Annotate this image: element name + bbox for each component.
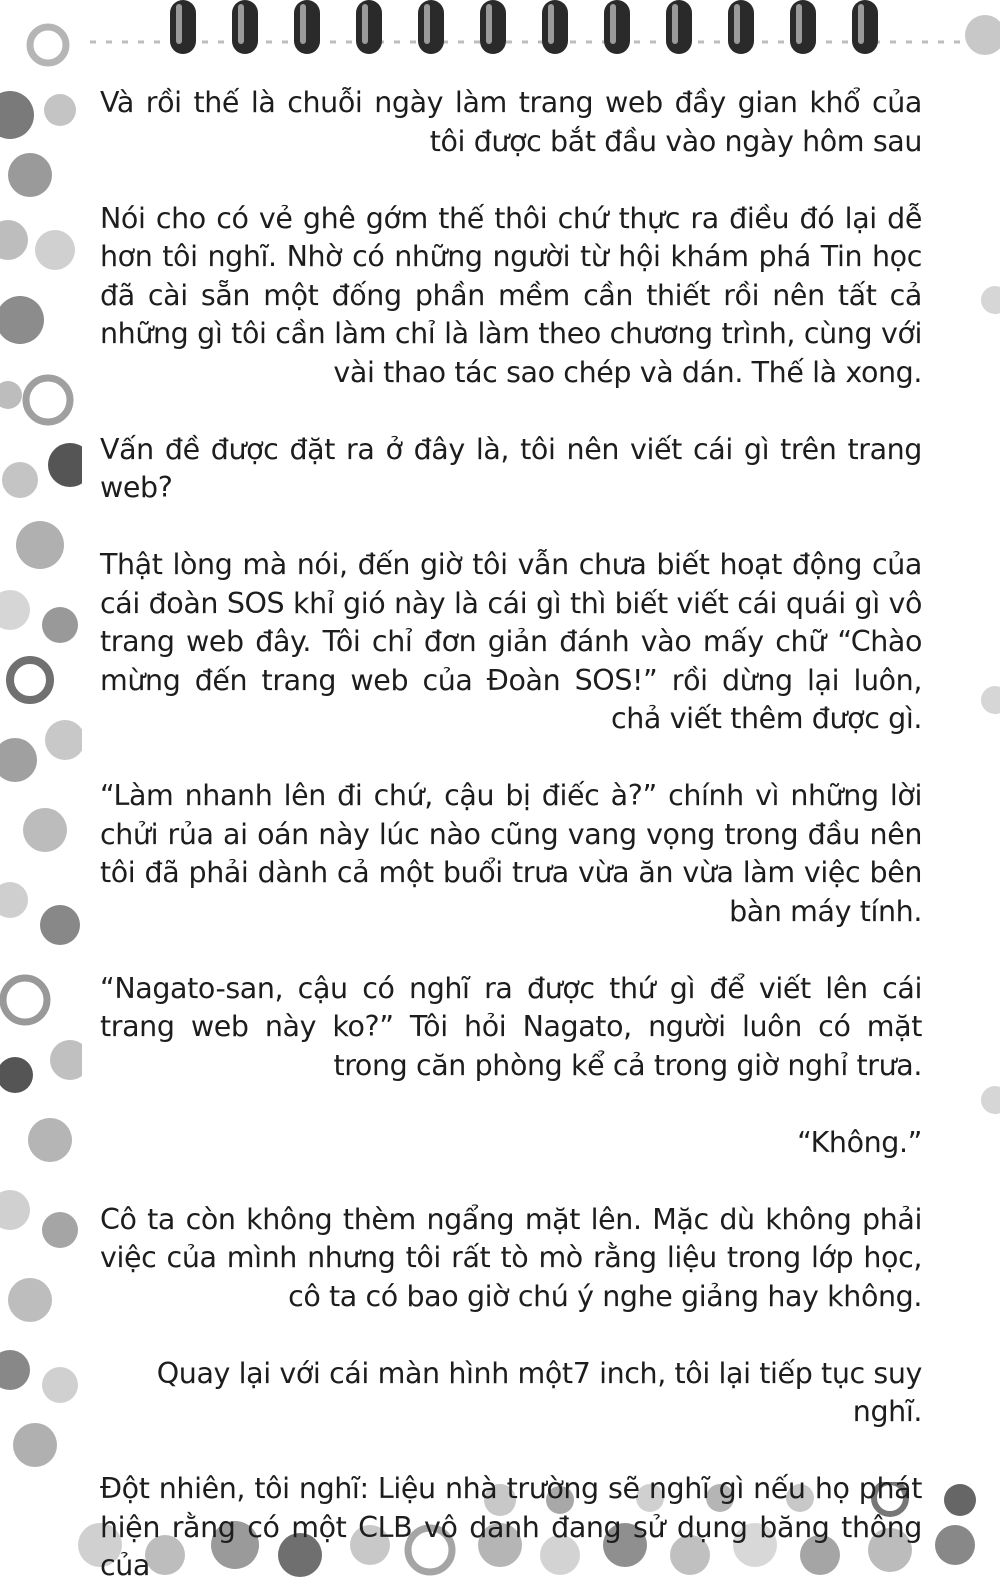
paragraph-3: Vấn đề được đặt ra ở đây là, tôi nên viết cái gì trên trang web? bbox=[100, 432, 922, 504]
spiral-binding bbox=[0, 0, 1000, 80]
story-text bbox=[100, 84, 922, 1586]
paragraph-2: Nói cho có vẻ ghê gớm thế thôi chứ thực ra điều đó lại dễ hơn tôi nghĩ. Nhờ có những người từ hội khám phá Tin học đã cài sẵn một đống phần mềm cần thiết rồi nên tất cả những gì tôi cần làm chỉ là làm theo chương trình, cùng với vài thao tác sao chép và dán. Thế là xong. bbox=[100, 201, 922, 389]
paragraph-7: “Không.” bbox=[797, 1125, 922, 1159]
paragraph-8: Cô ta còn không thèm ngẩng mặt lên. Mặc dù không phải việc của mình nhưng tôi rất tò mò rằng liệu trong lớp học, cô ta có bao giờ chú ý nghe giảng hay không. bbox=[100, 1202, 922, 1313]
paragraph-10: Đột nhiên, tôi nghĩ: Liệu nhà trường sẽ nghĩ gì nếu họ phát hiện rằng có một CLB vô danh đang sử dụng băng thông của bbox=[100, 1472, 922, 1582]
paragraph-9: Quay lại với cái màn hình một7 inch, tôi lại tiếp tục suy nghĩ. bbox=[156, 1356, 922, 1428]
paragraph-4: Thật lòng mà nói, đến giờ tôi vẫn chưa biết hoạt động của cái đoàn SOS khỉ gió này là cái gì thì biết viết cái quái gì vô trang web đây. Tôi chỉ đơn giản đánh vào mấy chữ “Chào mừng đến trang web của Đoàn SOS!” rồi dừng lại luôn, chả viết thêm được gì. bbox=[100, 548, 922, 735]
paragraph-5: “Làm nhanh lên đi chứ, cậu bị điếc à?” chính vì những lời chửi rủa ai oán này lúc nào cũng vang vọng trong đầu nên tôi đã phải dành cả một buổi trưa vừa ăn vừa làm việc bên bàn máy tính. bbox=[100, 779, 922, 928]
paragraph-1: Và rồi thế là chuỗi ngày làm trang web đầy gian khổ của tôi được bắt đầu vào ngày hôm sau bbox=[100, 86, 922, 158]
paragraph-6: “Nagato-san, cậu có nghĩ ra được thứ gì để viết lên cái trang web này ko?” Tôi hỏi Nagato, người luôn có mặt trong căn phòng kể cả trong giờ nghỉ trưa. bbox=[100, 971, 922, 1082]
